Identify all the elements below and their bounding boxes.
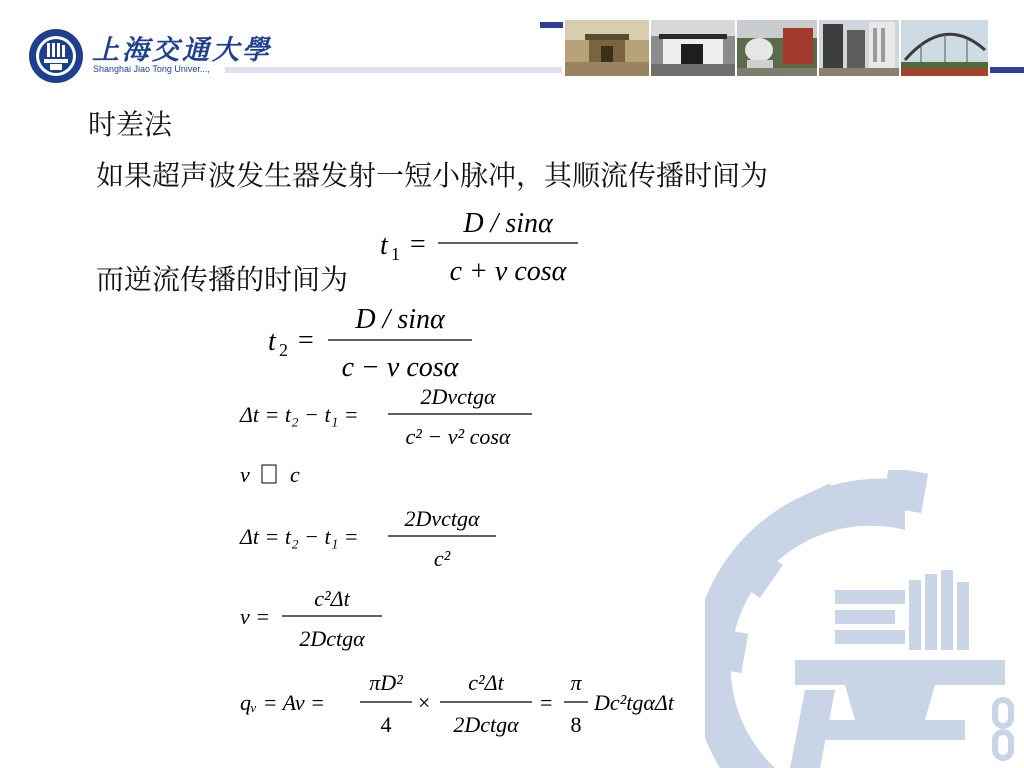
university-emblem-icon [28,28,84,84]
formula-flow-rate-f1-denominator: 4 [380,712,392,737]
logo-university-name-cn: 上海交通大學 [92,35,272,66]
stone-lion-photo-icon [737,20,817,76]
slide-header [0,0,1024,90]
formula-t1-lhs: t [380,230,388,261]
old-gate-photo-icon [651,20,735,76]
slide-heading: 时差法 [88,108,173,141]
formula-t1 [378,200,588,292]
formula-approximation-left: v [240,462,250,487]
formula-flow-rate-lhs: qᵥ = Av = [240,690,325,715]
missing-glyph-icon [262,465,276,483]
formula-delta-t-full-lhs: Δt = t₂ − t₁ = [240,402,359,427]
formula-delta-t-full-numerator: 2Dvctgα [420,384,496,409]
formula-approximation-right: c [290,462,300,487]
formula-flow-rate-f1-numerator: πD² [369,670,403,695]
formula-flow-rate-f2-numerator: c²Δt [468,670,504,695]
campus-gate-photo-icon [565,20,649,76]
building-photo-icon [819,20,899,76]
upstream-time-sentence: 而逆流传播的时间为 [96,263,349,296]
university-emblem-watermark-icon [705,470,1024,768]
formula-t2-lhs: t [268,326,276,357]
formula-t1-denominator: c + v cosα [449,256,567,287]
formula-velocity-denominator: 2Dctgα [299,626,365,651]
formula-delta-t-full-denominator: c² − v² cosα [405,424,511,449]
campus-photo-strip [565,20,990,76]
header-accent-bar [540,22,563,28]
formula-delta-t-approx [238,500,508,576]
formula-flow-rate-times: × [418,690,431,715]
formula-t1-numerator: D / sinα [463,208,553,239]
formula-flow-rate [238,662,718,744]
formula-t1-lhs-sub: 1 [391,244,400,264]
svg-text:=: = [540,690,553,715]
formula-t2-lhs-sub: 2 [279,340,288,360]
formula-delta-t-approx-denominator: c² [433,546,451,571]
svg-text:=: = [298,325,314,356]
formula-approximation [238,458,318,490]
formula-delta-t-approx-numerator: 2Dvctgα [404,506,480,531]
header-accent-bar-right [990,67,1024,73]
formula-flow-rate-f3-numerator: π [570,670,582,695]
formula-delta-t-full [238,380,538,454]
svg-text:=: = [410,229,426,260]
formula-flow-rate-f3-denominator: 8 [570,712,582,737]
formula-velocity-lhs: v = [240,604,271,629]
formula-velocity-numerator: c²Δt [314,586,350,611]
formula-velocity [238,580,398,656]
logo-university-name-en: Shanghai Jiao Tong Univer..., [93,64,210,74]
formula-t2 [266,298,478,386]
header-divider-bar [225,67,562,73]
downstream-time-sentence: 如果超声波发生器发射一短小脉冲，其顺流传播时间为 [96,159,769,192]
formula-t2-denominator: c − v cosα [341,352,459,383]
formula-t2-numerator: D / sinα [355,304,445,335]
formula-flow-rate-tail: Dc²tgαΔt [594,690,674,715]
formula-delta-t-approx-lhs: Δt = t₂ − t₁ = [240,524,359,549]
arch-bridge-photo-icon [901,20,988,76]
formula-flow-rate-f2-denominator: 2Dctgα [453,712,519,737]
